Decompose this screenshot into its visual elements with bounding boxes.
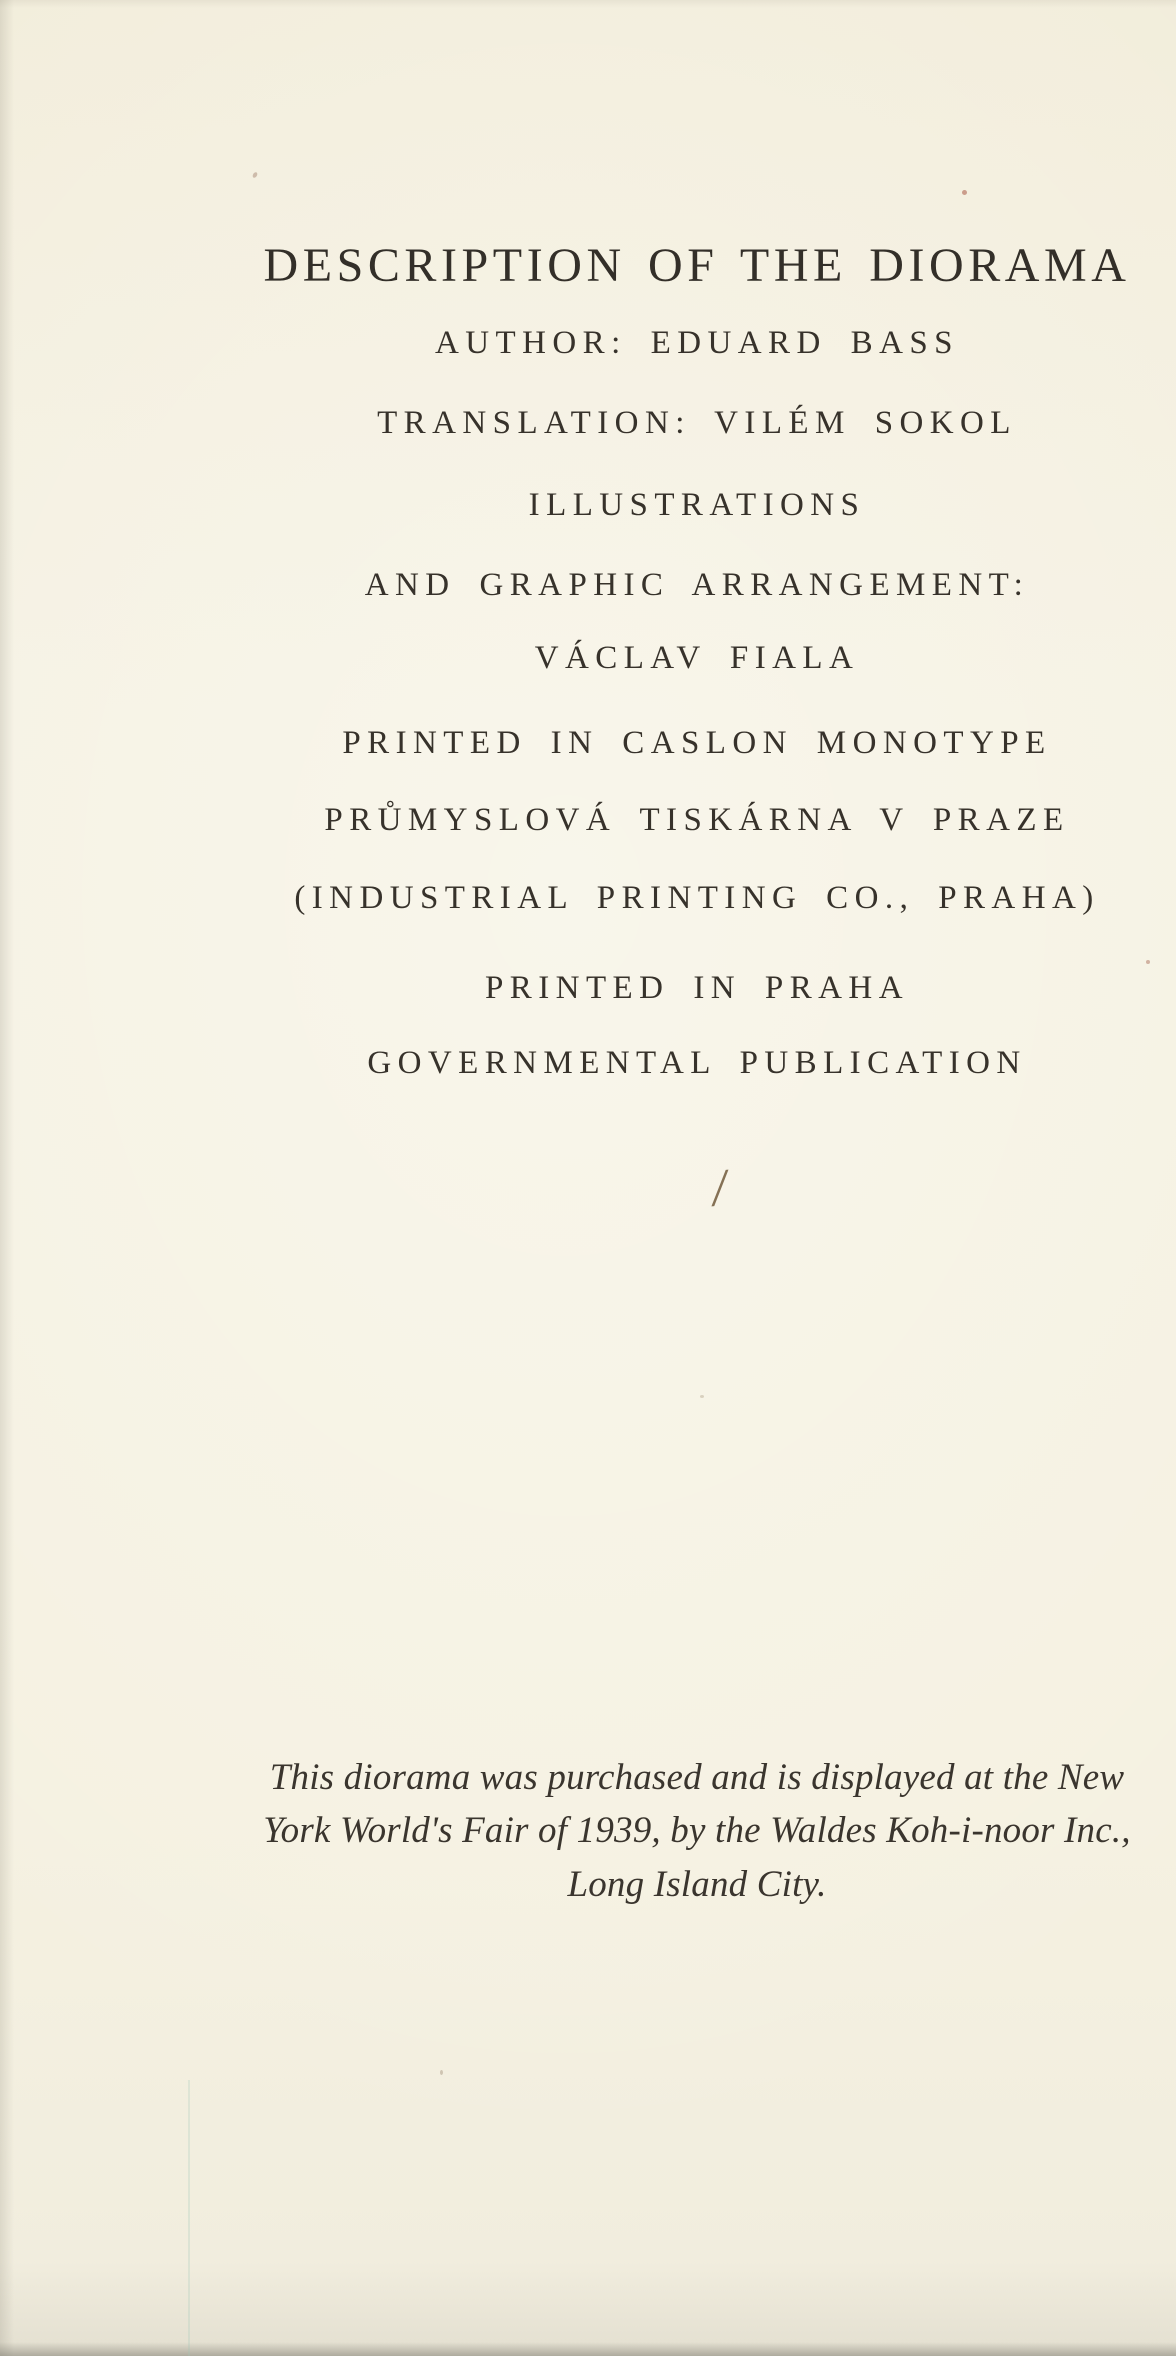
credit-line-printed-in: PRINTED IN PRAHA [485,970,909,1006]
ink-slash-mark: / [709,1159,730,1218]
credit-line-translation: TRANSLATION: VILÉM SOKOL [377,405,1017,441]
note-line-3: Long Island City. [567,1864,827,1905]
credit-line-printer-english: (INDUSTRIAL PRINTING CO., PRAHA) [294,880,1100,916]
credit-line-illustrations: ILLUSTRATIONS [528,487,866,523]
scan-edge-left [0,0,14,2356]
credit-line-arrangement: AND GRAPHIC ARRANGEMENT: [364,567,1030,603]
page-title: DESCRIPTION OF THE DIORAMA [263,239,1131,292]
paper-crease [188,2080,190,2356]
note-line-2: York World's Fair of 1939, by the Waldes Koh-i-noor Inc., [263,1810,1131,1851]
colophon-text-block [247,0,1147,2356]
credit-line-author: AUTHOR: EDUARD BASS [435,325,959,361]
note-line-1: This diorama was purchased and is displayed at the New [269,1757,1125,1798]
credit-line-typeface: PRINTED IN CASLON MONOTYPE [342,725,1052,761]
credit-line-artist: VÁCLAV FIALA [534,640,860,676]
credit-line-publication: GOVERNMENTAL PUBLICATION [367,1045,1027,1081]
credit-line-printer-czech: PRŮMYSLOVÁ TISKÁRNA V PRAZE [324,802,1070,838]
